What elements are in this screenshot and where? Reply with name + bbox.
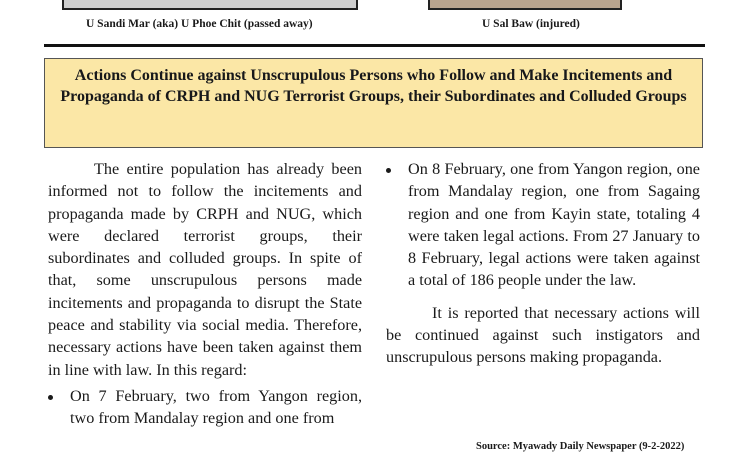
left-column [48, 158, 362, 430]
right-column [386, 158, 700, 369]
source-credit: Source: Myawady Daily Newspaper (9-2-2022) [476, 441, 685, 452]
headline: Actions Continue against Unscrupulous Persons who Follow and Make Incitements and Propaganda of CRPH and NUG Terrorist Groups, their Subordinates and Colluded Groups [60, 67, 687, 105]
photo-caption-left: U Sandi Mar (aka) U Phoe Chit (passed away) [86, 18, 313, 30]
photo-u-sal-baw [428, 0, 622, 10]
bullet-text: On 8 February, one from Yangon region, one from Mandalay region, one from Sagaing region and one from Kayin state, totaling 4 were taken legal actions. From 27 January to 8 February, legal actions were taken against a total of 186 people under the law. [408, 160, 700, 290]
photo-caption-right: U Sal Baw (injured) [482, 18, 580, 30]
bullet-item [386, 158, 700, 292]
intro-paragraph: The entire population has already been informed not to follow the incitements and propaganda made by CRPH and NUG, which were declared terrorist groups, their subordinates and colluded groups. In spite of that, some unscrupulous persons made incitements and propaganda to disrupt the State peace and stability via social media. Therefore, necessary actions have been taken against them in line with law. In this regard: [48, 160, 362, 379]
bullet-text: On 7 February, two from Yangon region, two from Mandalay region and one from [70, 386, 362, 428]
section-divider [44, 44, 705, 47]
bullet-item [48, 385, 362, 430]
closing-paragraph: It is reported that necessary actions will be continued against such instigators and unscrupulous persons making propaganda. [386, 303, 700, 367]
headline-box [44, 58, 703, 148]
bullet-dot [48, 395, 53, 400]
photo-u-sandi-mar [62, 0, 358, 10]
bullet-dot [386, 168, 391, 173]
